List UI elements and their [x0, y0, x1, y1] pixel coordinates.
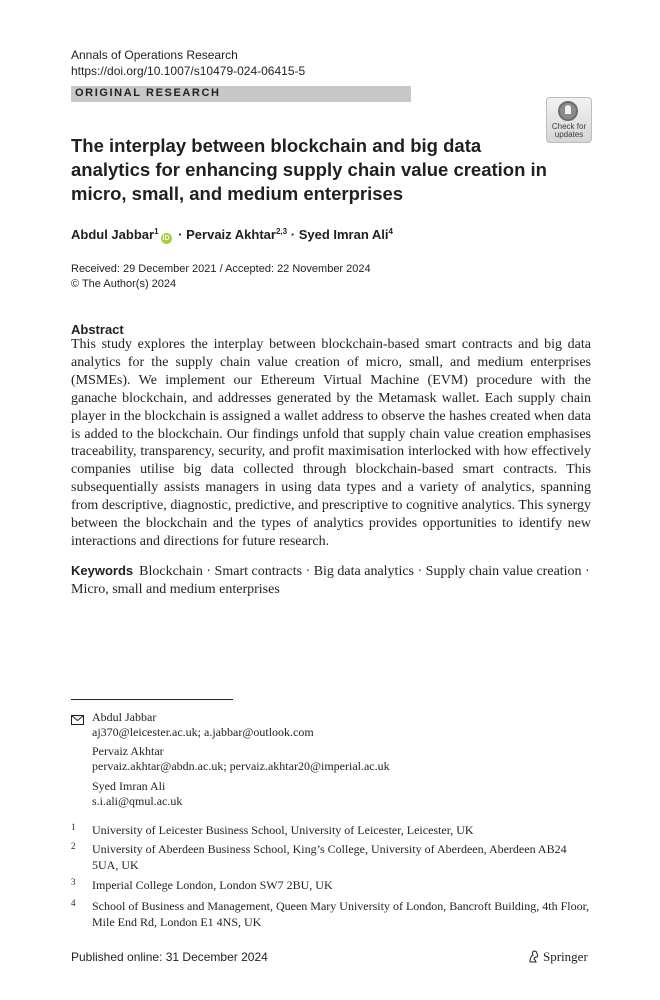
correspondence-name: Pervaiz Akhtar: [92, 744, 164, 758]
author-name[interactable]: Syed Imran Ali: [298, 227, 389, 242]
author-affiliation-sup: 1: [154, 227, 159, 236]
journal-name: Annals of Operations Research: [71, 48, 238, 62]
correspondence-email[interactable]: aj370@leicester.ac.uk; a.jabbar@outlook.com: [92, 725, 314, 739]
published-online-date: Published online: 31 December 2024: [71, 950, 268, 964]
author-separator: ·: [290, 227, 296, 242]
check-for-updates-button[interactable]: [546, 97, 592, 143]
affiliation-number: 3: [71, 877, 76, 887]
article-type-banner: [71, 86, 411, 102]
correspondence-name: Abdul Jabbar: [92, 710, 157, 724]
affiliation-text: University of Aberdeen Business School, King’s College, University of Aberdeen, Aberdeen AB24 5UA, UK: [92, 842, 567, 872]
correspondence-name: Syed Imran Ali: [92, 779, 166, 793]
check-for-updates-line1: Check for: [551, 122, 587, 131]
footnote-divider: [71, 699, 233, 700]
copyright-notice: © The Author(s) 2024: [71, 278, 177, 290]
springer-horse-icon: [528, 950, 539, 967]
author-name[interactable]: Pervaiz Akhtar: [186, 227, 276, 242]
article-title: The interplay between blockchain and big data analytics for enhancing supply chain value creation in micro, small, and medium enterprises: [71, 135, 547, 204]
keywords-label: Keywords: [71, 563, 134, 578]
author-list: [71, 227, 393, 244]
envelope-icon: [71, 712, 84, 730]
author-affiliation-sup: 2,3: [275, 227, 288, 236]
article-dates: Received: 29 December 2021 / Accepted: 22 November 2024: [71, 263, 371, 275]
article-type-label: ORIGINAL RESEARCH: [75, 87, 221, 99]
publisher-name: Springer: [543, 949, 588, 964]
affiliation-number: 4: [71, 898, 76, 908]
affiliation-text: Imperial College London, London SW7 2BU, UK: [92, 878, 333, 892]
affiliation-text: University of Leicester Business School, University of Leicester, Leicester, UK: [92, 823, 474, 837]
affiliation-number: 1: [71, 822, 76, 832]
check-for-updates-line2: updates: [554, 130, 584, 139]
author-affiliation-sup: 4: [388, 227, 393, 236]
abstract-heading: Abstract: [71, 322, 124, 337]
affiliation-text: School of Business and Management, Queen Mary University of London, Bancroft Building, 4th Floor, Mile End Rd, London E1 4NS, UK: [92, 899, 590, 929]
check-for-updates-icon: [558, 101, 578, 121]
author-separator: ·: [178, 227, 183, 242]
author-name[interactable]: Abdul Jabbar: [71, 227, 155, 242]
keywords: [71, 562, 591, 599]
correspondence-email[interactable]: s.i.ali@qmul.ac.uk: [92, 794, 183, 808]
doi-link[interactable]: https://doi.org/10.1007/s10479-024-06415-5: [71, 64, 306, 78]
abstract-text: This study explores the interplay between blockchain-based smart contracts and big data analytics for the supply chain value creation of micro, small, and medium enterprises (MSMEs). We implement our Ethereum Virtual Machine (EVM) procedure with the ganache blockchain, and addresses generated by the Metamask wallet. Each supply chain player in the blockchain is assigned a wallet address to observe the hashes created when data is added to the blockchain. Our findings unfold that supply chain value creation emphasises traceability, transparency, security, and profit maximisation interlocked with how effectively companies utilise big data collected through blockchain-based smart contracts. This subsequentially assists managers in using data types and a variety of analytics, spanning from descriptive, diagnostic, predictive, and prescriptive to cognitive analytics. This synergy between the blockchain and the types of analytics provides opportunities to identify new interactions and directions for future research.: [71, 337, 591, 549]
correspondence-email[interactable]: pervaiz.akhtar@abdn.ac.uk; pervaiz.akhtar20@imperial.ac.uk: [92, 759, 390, 773]
affiliation-number: 2: [71, 841, 76, 851]
publisher-logo[interactable]: [528, 949, 588, 967]
keywords-list: Blockchain · Smart contracts · Big data analytics · Supply chain value creation · Micro, small and medium enterprises: [71, 564, 590, 597]
orcid-icon[interactable]: iD: [162, 235, 170, 242]
